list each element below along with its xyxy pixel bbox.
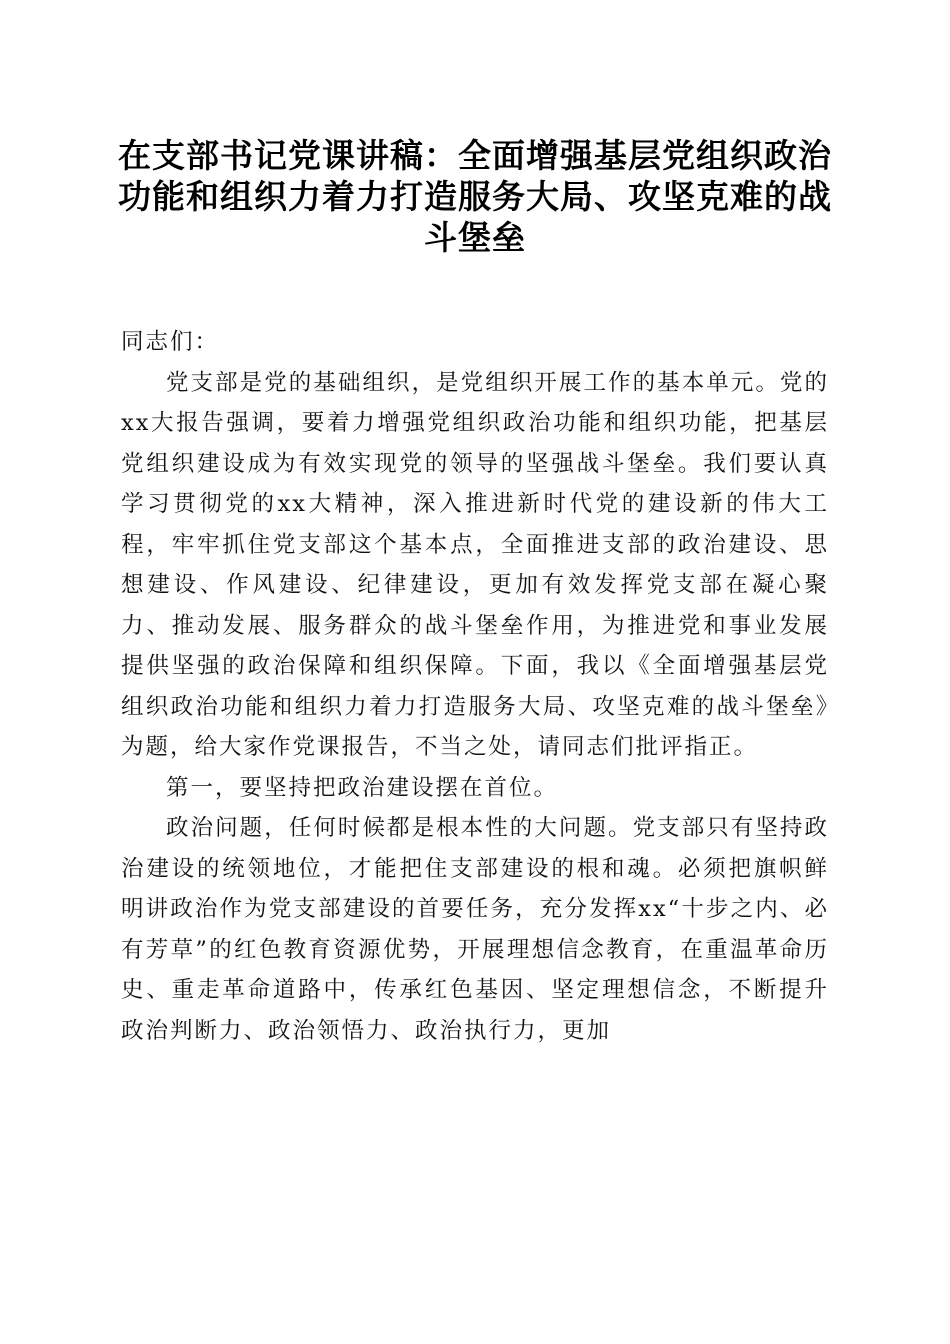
paragraph-intro: 党支部是党的基础组织，是党组织开展工作的基本单元。党的xx大报告强调，要着力增强党组织政治功能和组织功能，把基层党组织建设成为有效实现党的领导的坚强战斗堡垒。我们要认真学习贯彻党的xx大精神，深入推进新时代党的建设新的伟大工程，牢牢抓住党支部这个基本点，全面推进支部的政治建设、思想建设、作风建设、纪律建设，更加有效发挥党支部在凝心聚力、推动发展、服务群众的战斗堡垒作用，为推进党和事业发展提供坚强的政治保障和组织保障。下面，我以《全面增强基层党组织政治功能和组织力着力打造服务大局、攻坚克难的战斗堡垒》为题，给大家作党课报告，不当之处，请同志们批评指正。 (121, 369, 829, 760)
document-body (121, 322, 829, 1051)
document-title: 在支部书记党课讲稿：全面增强基层党组织政治功能和组织力着力打造服务大局、攻坚克难的战斗堡垒 (118, 136, 832, 257)
paragraph-political: 政治问题，任何时候都是根本性的大问题。党支部只有坚持政治建设的统领地位，才能把住支部建设的根和魂。必须把旗帜鲜明讲政治作为党支部建设的首要任务，充分发挥xx“十步之内、必有芳草”的红色教育资源优势，开展理想信念教育，在重温革命历史、重走革命道路中，传承红色基因、坚定理想信念，不断提升政治判断力、政治领悟力、政治执行力，更加 (121, 815, 829, 1044)
section-heading-first: 第一，要坚持把政治建设摆在首位。 (166, 774, 559, 801)
greeting: 同志们： (121, 329, 220, 355)
